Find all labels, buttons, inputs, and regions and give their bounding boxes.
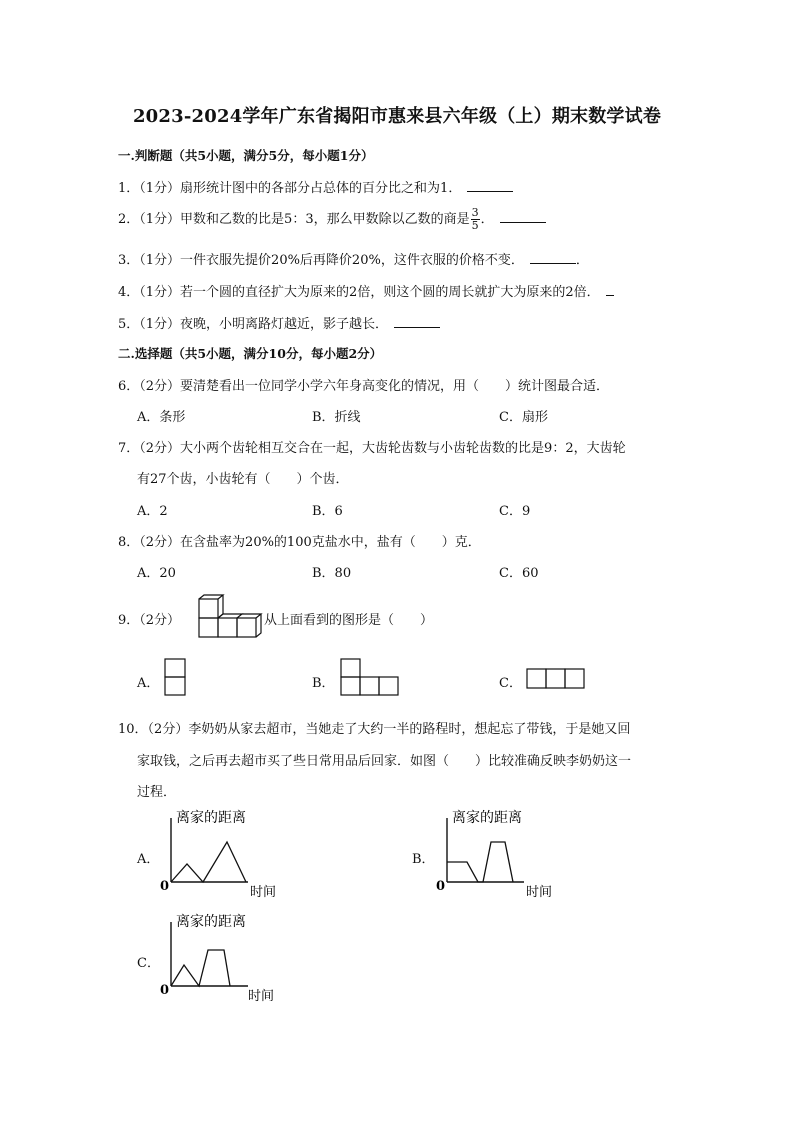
question-2-text: 2．（1分）甲数和乙数的比是5：3，那么甲数除以乙数的商是 xyxy=(118,212,470,227)
cube-stack-figure xyxy=(196,594,264,640)
graph-b xyxy=(436,806,556,900)
option-b[interactable]: B．6 xyxy=(312,504,343,519)
question-2 xyxy=(118,207,546,232)
question-9-label: 9．（2分） xyxy=(118,613,181,628)
question-9-text: 从上面看到的图形是（ ） xyxy=(264,613,434,628)
option-c[interactable]: C．9 xyxy=(499,504,531,519)
question-10-line-3: 过程． xyxy=(137,785,177,800)
option-a[interactable]: A． xyxy=(137,852,160,867)
option-c-figure xyxy=(526,668,588,690)
question-4-text: 4．（1分）若一个圆的直径扩大为原来的2倍，则这个圆的周长就扩大为原来的2倍． xyxy=(118,285,600,300)
question-7-line-2: 有27个齿，小齿轮有（ ）个齿． xyxy=(137,472,349,487)
fraction-numerator: 3 xyxy=(471,206,479,219)
x-axis-label: 时间 xyxy=(526,885,553,900)
section-heading-choice: 二.选择题（共5小题，满分10分，每小题2分） xyxy=(118,346,383,361)
option-b[interactable]: B． xyxy=(312,676,335,691)
question-1-text: 1．（1分）扇形统计图中的各部分占总体的百分比之和为1． xyxy=(118,181,462,196)
question-10-line-2: 家取钱，之后再去超市买了些日常用品后回家．如图（ ）比较准确反映李奶奶这一 xyxy=(137,754,632,769)
question-7-line-1: 7．（2分）大小两个齿轮相互交合在一起，大齿轮齿数与小齿轮齿数的比是9：2，大齿轮 xyxy=(118,441,626,456)
answer-blank[interactable] xyxy=(467,179,513,192)
question-8: 8．（2分）在含盐率为20%的100克盐水中，盐有（ ）克． xyxy=(118,535,481,550)
y-axis-label: 离家的距离 xyxy=(176,810,246,826)
answer-blank[interactable] xyxy=(394,315,440,328)
origin-label: 0 xyxy=(160,983,170,998)
question-1 xyxy=(118,177,513,196)
answer-blank[interactable] xyxy=(606,283,614,296)
y-axis-label: 离家的距离 xyxy=(452,810,522,826)
x-axis-label: 时间 xyxy=(250,885,277,900)
option-a[interactable]: A．2 xyxy=(137,504,168,519)
distance-line xyxy=(171,950,230,986)
question-6: 6．（2分）要清楚看出一位同学小学六年身高变化的情况，用（ ）统计图最合适． xyxy=(118,379,610,394)
option-c[interactable]: C． xyxy=(499,676,522,691)
fraction-denominator: 5 xyxy=(471,219,479,232)
graph-c xyxy=(160,910,280,1004)
answer-blank[interactable] xyxy=(530,251,576,264)
answer-blank[interactable] xyxy=(500,210,546,223)
page-title: 2023-2024学年广东省揭阳市惠来县六年级（上）期末数学试卷 xyxy=(132,106,662,127)
question-4 xyxy=(118,281,614,300)
fraction xyxy=(471,207,480,232)
question-5-text: 5．（1分）夜晚，小明离路灯越近，影子越长． xyxy=(118,317,389,332)
option-b-figure xyxy=(340,658,402,698)
question-2-text-after: ． xyxy=(480,212,494,227)
option-b[interactable]: B． xyxy=(412,852,435,867)
x-axis-label: 时间 xyxy=(248,989,275,1004)
option-b[interactable]: B．折线 xyxy=(312,410,361,425)
question-3 xyxy=(118,249,589,268)
question-10-line-1: 10．（2分）李奶奶从家去超市，当她走了大约一半的路程时，想起忘了带钱，于是她又回 xyxy=(118,722,631,737)
option-c[interactable]: C．60 xyxy=(499,566,539,581)
distance-line xyxy=(171,842,246,882)
distance-line xyxy=(447,842,513,882)
option-a-figure xyxy=(164,658,188,698)
question-5 xyxy=(118,313,440,332)
origin-label: 0 xyxy=(436,879,446,894)
y-axis-label: 离家的距离 xyxy=(176,914,246,930)
origin-label: 0 xyxy=(160,879,170,894)
option-b[interactable]: B．80 xyxy=(312,566,352,581)
graph-a xyxy=(160,806,280,900)
option-a[interactable]: A．条形 xyxy=(137,410,186,425)
question-3-text: 3．（1分）一件衣服先提价20%后再降价20%，这件衣服的价格不变． xyxy=(118,253,524,268)
option-c[interactable]: C． xyxy=(137,956,160,971)
section-heading-judgment: 一.判断题（共5小题，满分5分，每小题1分） xyxy=(118,148,374,163)
option-a[interactable]: A．20 xyxy=(137,566,176,581)
option-c[interactable]: C．扇形 xyxy=(499,410,548,425)
question-3-tail: ． xyxy=(575,253,589,268)
option-a[interactable]: A． xyxy=(137,676,160,691)
